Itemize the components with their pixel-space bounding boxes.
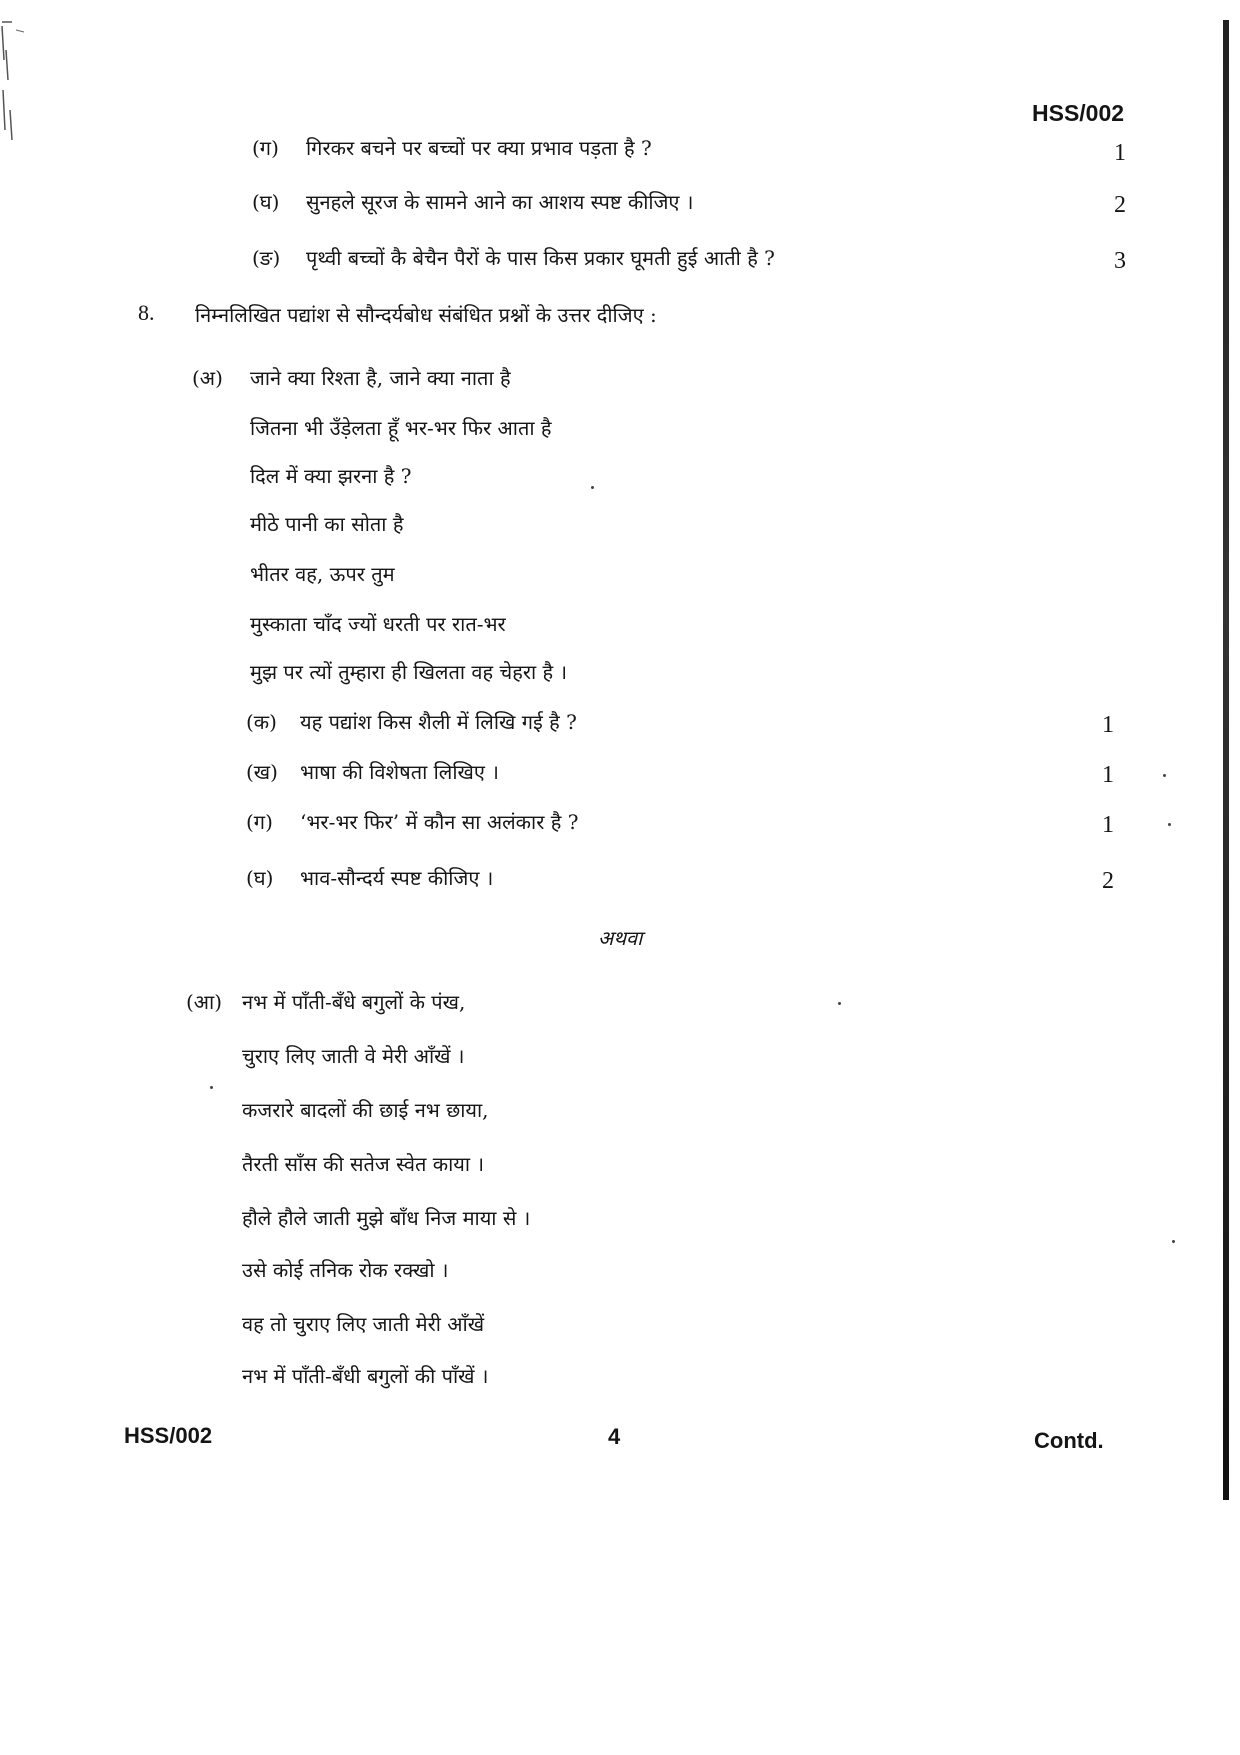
marks: 1 [1102,712,1114,738]
continued-label: Contd. [1034,1428,1104,1453]
part-a-poem-line: जितना भी उँड़ेलता हूँ भर-भर फिर आता है [250,416,552,440]
marks: 1 [1102,812,1114,838]
part-b-poem-line: नभ में पाँती-बँधी बगुलों की पाँखें । [242,1364,489,1388]
part-a-poem-line: भीतर वह, ऊपर तुम [250,562,395,586]
part-a-poem-line: जाने क्या रिश्ता है, जाने क्या नाता है [250,366,511,390]
marks: 1 [1114,140,1126,166]
part-a-poem-line: मीठे पानी का सोता है [250,512,404,536]
scan-edge-left [0,20,28,170]
part-a-question-ga [246,808,578,836]
part-a-question-gha [246,864,493,892]
part-a-question-ka [246,708,577,736]
scan-speck [1168,823,1171,826]
item-text: भाषा की विशेषता लिखिए । [300,760,499,784]
scan-speck [210,1086,213,1089]
part-b-poem-line: चुराए लिए जाती वे मेरी आँखें । [242,1044,465,1068]
question-7-item-nga [252,244,775,272]
item-text: यह पद्यांश किस शैली में लिखि गई है ? [300,710,577,734]
item-text: ‘भर-भर फिर’ में कौन सा अलंकार है ? [300,810,579,834]
part-a-poem-line: मुस्काता चाँद ज्यों धरती पर रात-भर [250,612,506,636]
question-7-item-gh [252,188,693,216]
item-text: सुनहले सूरज के सामने आने का आशय स्पष्ट कीजिए । [306,190,694,214]
question-8-instruction: निम्नलिखित पद्यांश से सौन्दर्यबोध संबंधित प्रश्नों के उत्तर दीजिए : [195,303,657,327]
item-label: (क) [246,710,277,734]
scan-speck [1163,774,1166,777]
scan-speck [838,1002,841,1005]
scan-edge-right [1223,20,1229,1500]
marks: 1 [1102,762,1114,788]
part-a-question-kha [246,758,499,786]
part-a-poem-line: दिल में क्या झरना है ? [250,464,412,488]
item-label: (ङ) [252,246,281,270]
item-label: (ग) [252,136,279,160]
part-b-poem-line: वह तो चुराए लिए जाती मेरी आँखें [242,1312,485,1336]
item-label: (घ) [252,190,280,214]
item-label: (ग) [246,810,273,834]
marks: 3 [1114,248,1126,274]
scan-speck [1172,1240,1175,1243]
scan-speck [591,486,594,489]
item-text: भाव-सौन्दर्य स्पष्ट कीजिए । [300,866,494,890]
item-text: पृथ्वी बच्चों कै बेचैन पैरों के पास किस प्रकार घूमती हुई आती है ? [306,246,775,270]
part-b-poem-line: तैरती साँस की सतेज स्वेत काया । [242,1152,485,1176]
question-8-number: 8. [138,300,155,325]
page-number: 4 [608,1424,621,1449]
header-paper-code: HSS/002 [1032,100,1125,126]
part-b-poem-line: हौले हौले जाती मुझे बाँध निज माया से । [242,1206,531,1230]
question-7-item-g [252,134,652,162]
part-b-label: (आ) [186,990,223,1014]
or-separator: अथवा [598,926,643,950]
part-a-label: (अ) [192,366,223,390]
part-b-poem-line: उसे कोई तनिक रोक रक्खो । [242,1258,449,1282]
marks: 2 [1114,192,1126,218]
item-label: (ख) [246,760,278,784]
item-label: (घ) [246,866,274,890]
part-b-poem-line: नभ में पाँती-बँधे बगुलों के पंख, [242,990,466,1014]
part-b-poem-line: कजरारे बादलों की छाई नभ छाया, [242,1098,489,1122]
item-text: गिरकर बचने पर बच्चों पर क्या प्रभाव पड़ता है ? [306,136,652,160]
part-a-poem-line: मुझ पर त्यों तुम्हारा ही खिलता वह चेहरा है । [250,660,568,684]
footer-paper-code: HSS/002 [124,1423,213,1448]
marks: 2 [1102,868,1114,894]
